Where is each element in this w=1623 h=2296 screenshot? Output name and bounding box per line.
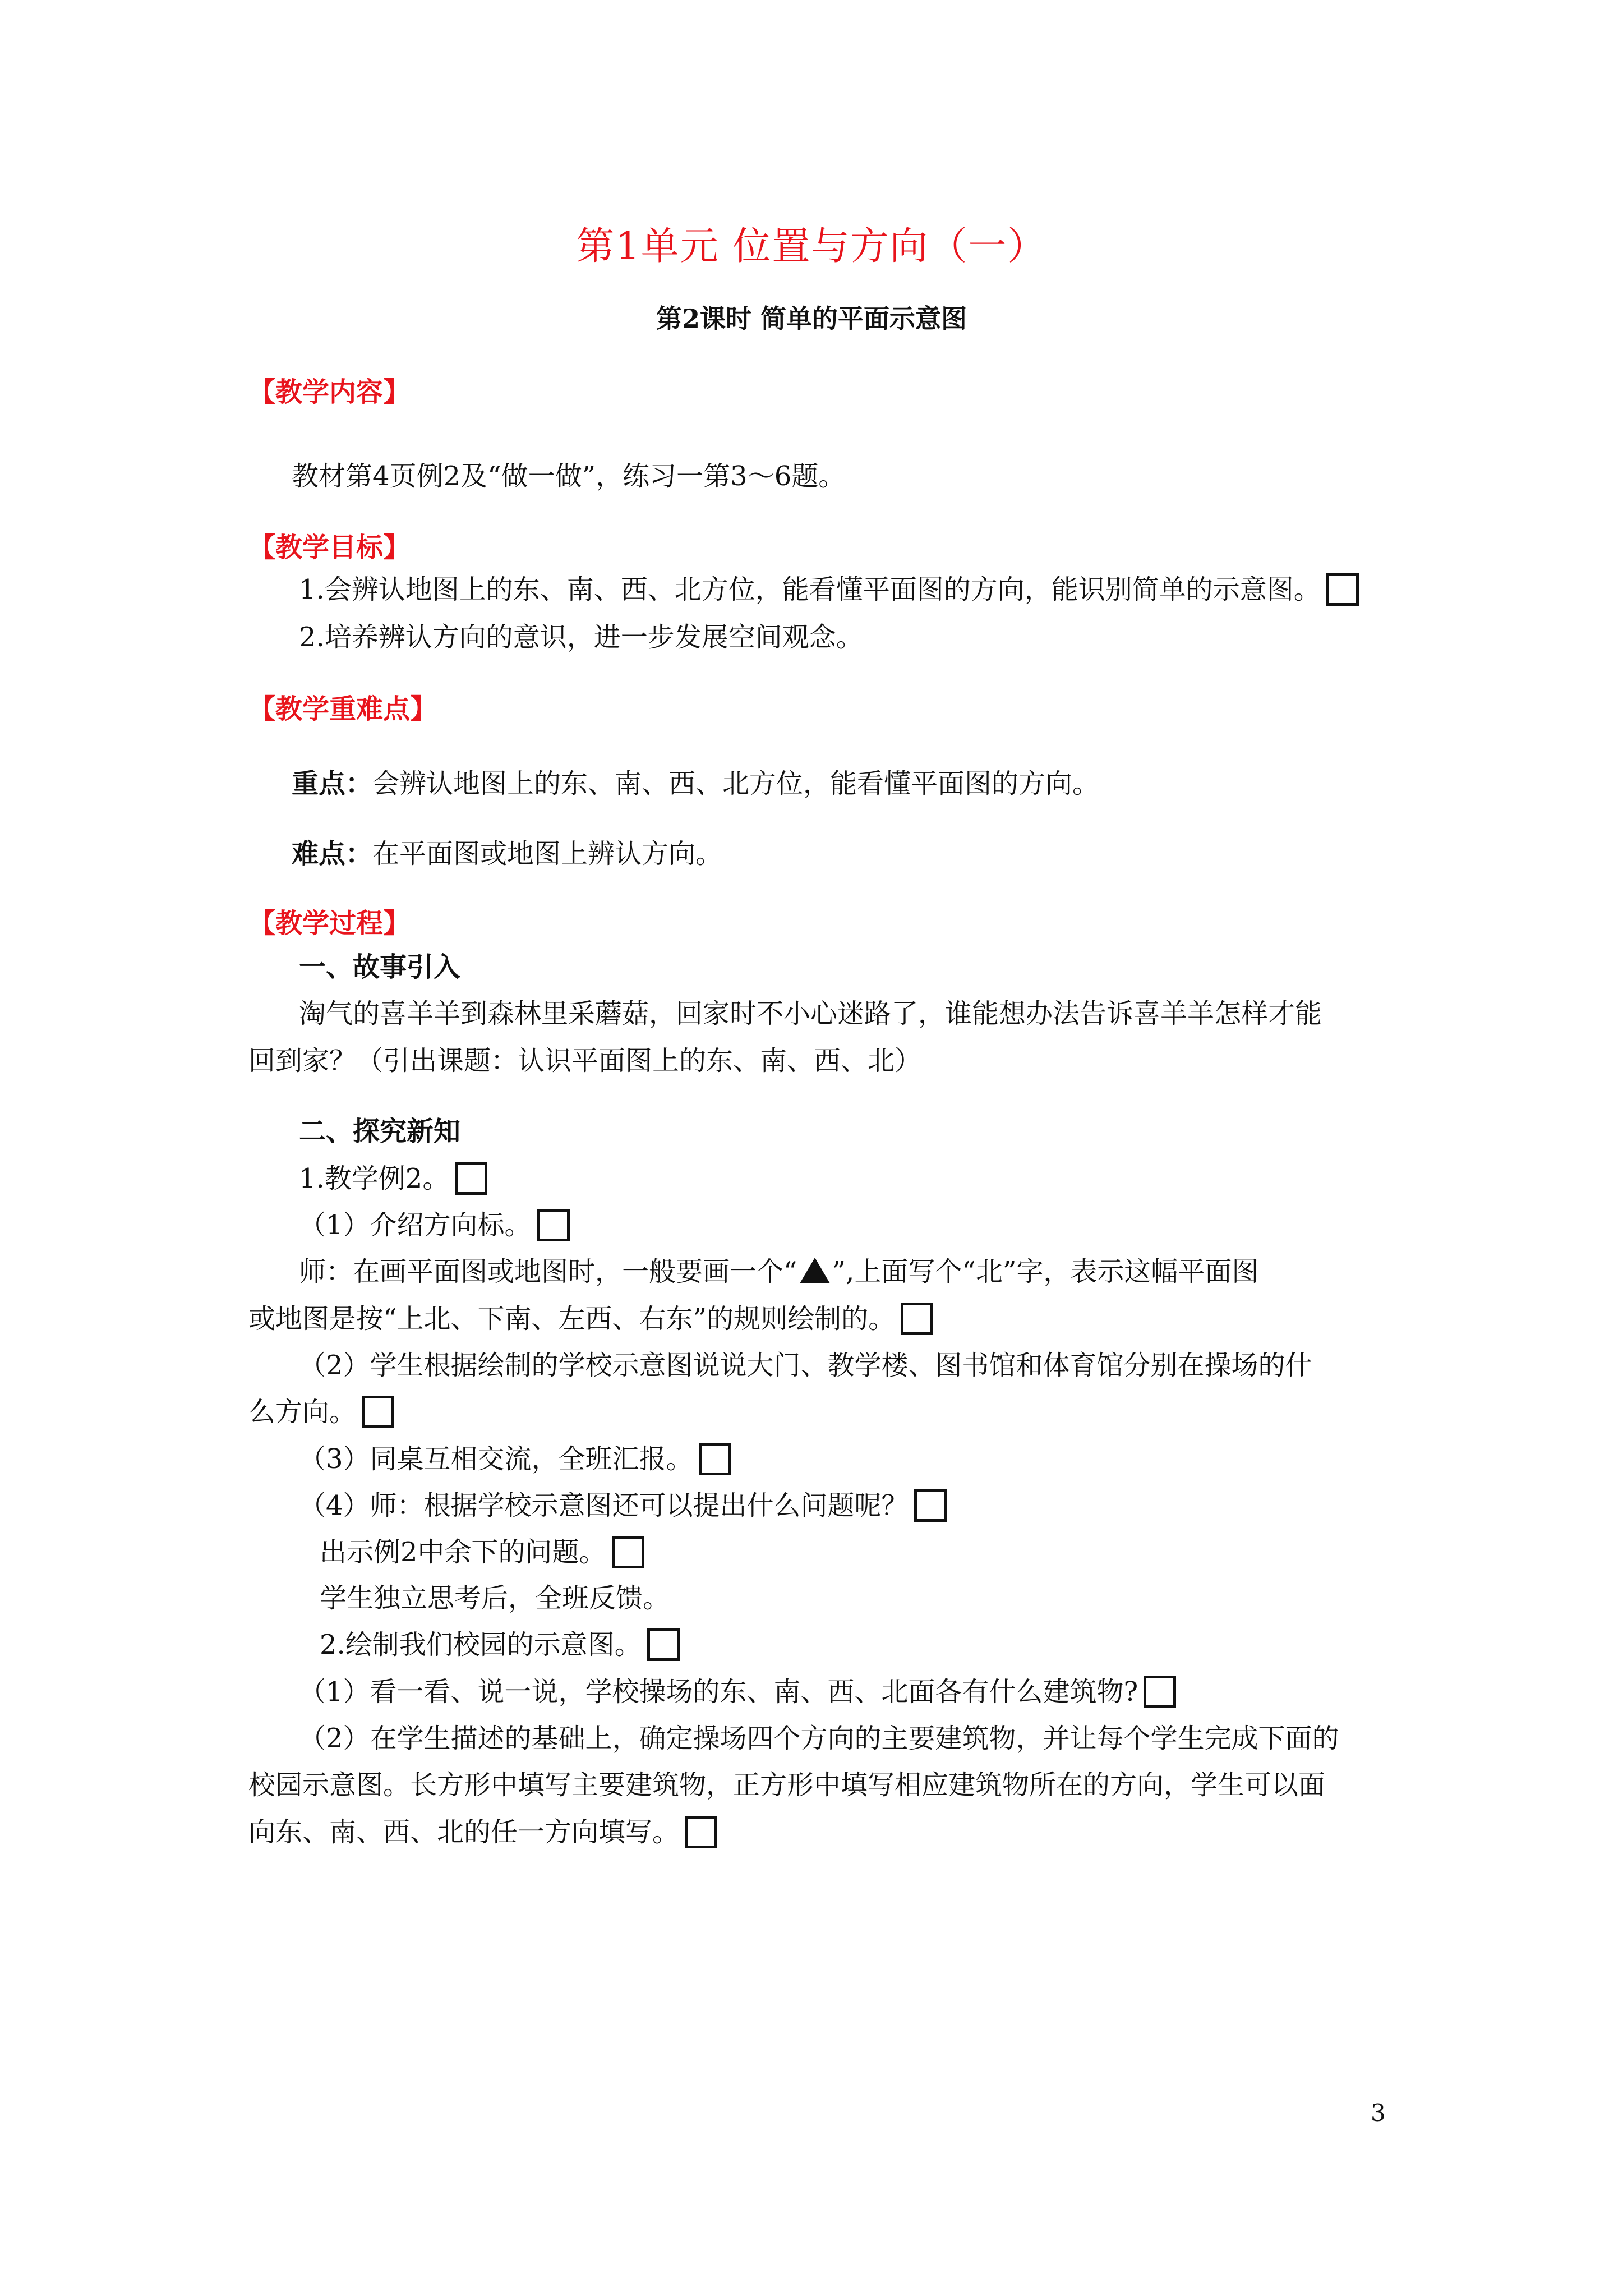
goal-1 <box>299 568 1359 608</box>
checkbox[interactable] <box>1326 573 1359 606</box>
process-heading: 【教学过程】 <box>248 908 411 939</box>
step-2-1-text: （1）看一看、说一说，学校操场的东、南、西、北面各有什么建筑物? <box>299 1676 1138 1708</box>
step-1-3 <box>299 1437 731 1478</box>
checkbox[interactable] <box>1144 1676 1176 1708</box>
step-1-3-text: （3）同桌互相交流，全班汇报。 <box>299 1443 693 1475</box>
step-1-text: 1.教学例2。 <box>299 1163 450 1194</box>
step-2-2-cont: 校园示意图。长方形中填写主要建筑物，正方形中填写相应建筑物所在的方向，学生可以面 <box>248 1769 1326 1801</box>
step-1-2-cont <box>248 1390 394 1430</box>
part2-heading: 二、探究新知 <box>299 1116 461 1147</box>
difficult-point <box>292 832 722 871</box>
checkbox[interactable] <box>914 1489 947 1522</box>
lesson-subtitle: 第2课时 简单的平面示意图 <box>656 303 967 334</box>
step-1-2: （2）学生根据绘制的学校示意图说说大门、教学楼、图书馆和体育馆分别在操场的什 <box>299 1350 1312 1381</box>
step-2-2-end-text: 向东、南、西、北的任一方向填写。 <box>248 1816 680 1848</box>
content-text: 教材第4页例2及“做一做”，练习一第3～6题。 <box>292 461 846 492</box>
checkbox[interactable] <box>362 1396 394 1428</box>
content-heading: 【教学内容】 <box>248 376 411 408</box>
step-1-4-text: （4）师：根据学校示意图还可以提出什么问题呢？ <box>299 1490 909 1521</box>
difficult-label: 难点： <box>292 838 373 869</box>
step-1-2-cont-text: 么方向。 <box>248 1396 357 1428</box>
checkbox[interactable] <box>537 1209 570 1241</box>
goals-heading: 【教学目标】 <box>248 532 411 563</box>
show-example <box>320 1530 644 1571</box>
checkbox[interactable] <box>699 1443 731 1475</box>
student-feedback: 学生独立思考后，全班反馈。 <box>320 1582 670 1614</box>
step-1-4 <box>299 1484 947 1524</box>
difficult-text: 在平面图或地图上辨认方向。 <box>372 838 723 869</box>
goal-1-text: 1.会辨认地图上的东、南、西、北方位，能看懂平面图的方向，能识别简单的示意图。 <box>299 574 1321 605</box>
unit-title: 第1单元 位置与方向（一） <box>576 224 1047 269</box>
teacher-line-cont <box>248 1297 933 1337</box>
goal-2: 2.培养辨认方向的意识，进一步发展空间观念。 <box>299 622 863 653</box>
page-number: 3 <box>1371 2099 1386 2127</box>
step-1-1-text: （1）介绍方向标。 <box>299 1209 532 1241</box>
north-arrow-icon <box>800 1258 830 1283</box>
teacher-line-cont-text: 或地图是按“上北、下南、左西、右东”的规则绘制的。 <box>248 1303 896 1335</box>
checkbox[interactable] <box>455 1162 487 1195</box>
step-2 <box>320 1623 680 1663</box>
key-text: 会辨认地图上的东、南、西、北方位，能看懂平面图的方向。 <box>372 768 1100 799</box>
step-1 <box>299 1157 487 1197</box>
key-label: 重点： <box>292 768 373 799</box>
checkbox[interactable] <box>685 1816 717 1848</box>
step-2-2: （2）在学生描述的基础上，确定操场四个方向的主要建筑物，并让每个学生完成下面的 <box>299 1723 1339 1754</box>
teacher-line-text-a: 师：在画平面图或地图时，一般要画一个“ <box>299 1256 797 1287</box>
step-2-text: 2.绘制我们校园的示意图。 <box>320 1629 642 1660</box>
teacher-line <box>299 1250 1258 1289</box>
part1-heading: 一、故事引入 <box>299 951 461 983</box>
step-1-1 <box>299 1203 570 1244</box>
checkbox[interactable] <box>612 1536 644 1568</box>
step-2-2-end <box>248 1810 717 1851</box>
checkbox[interactable] <box>901 1303 933 1335</box>
teacher-line-text-b: ”,上面写个“北”字，表示这幅平面图 <box>832 1256 1259 1287</box>
part1-line1: 淘气的喜羊羊到森林里采蘑菇，回家时不小心迷路了，谁能想办法告诉喜羊羊怎样才能 <box>299 998 1322 1029</box>
key-heading: 【教学重难点】 <box>248 693 437 725</box>
part1-line2: 回到家？（引出课题：认识平面图上的东、南、西、北） <box>248 1045 922 1076</box>
key-point <box>292 762 1099 800</box>
checkbox[interactable] <box>647 1628 680 1661</box>
step-2-1 <box>299 1670 1176 1710</box>
show-example-text: 出示例2中余下的问题。 <box>320 1536 606 1568</box>
